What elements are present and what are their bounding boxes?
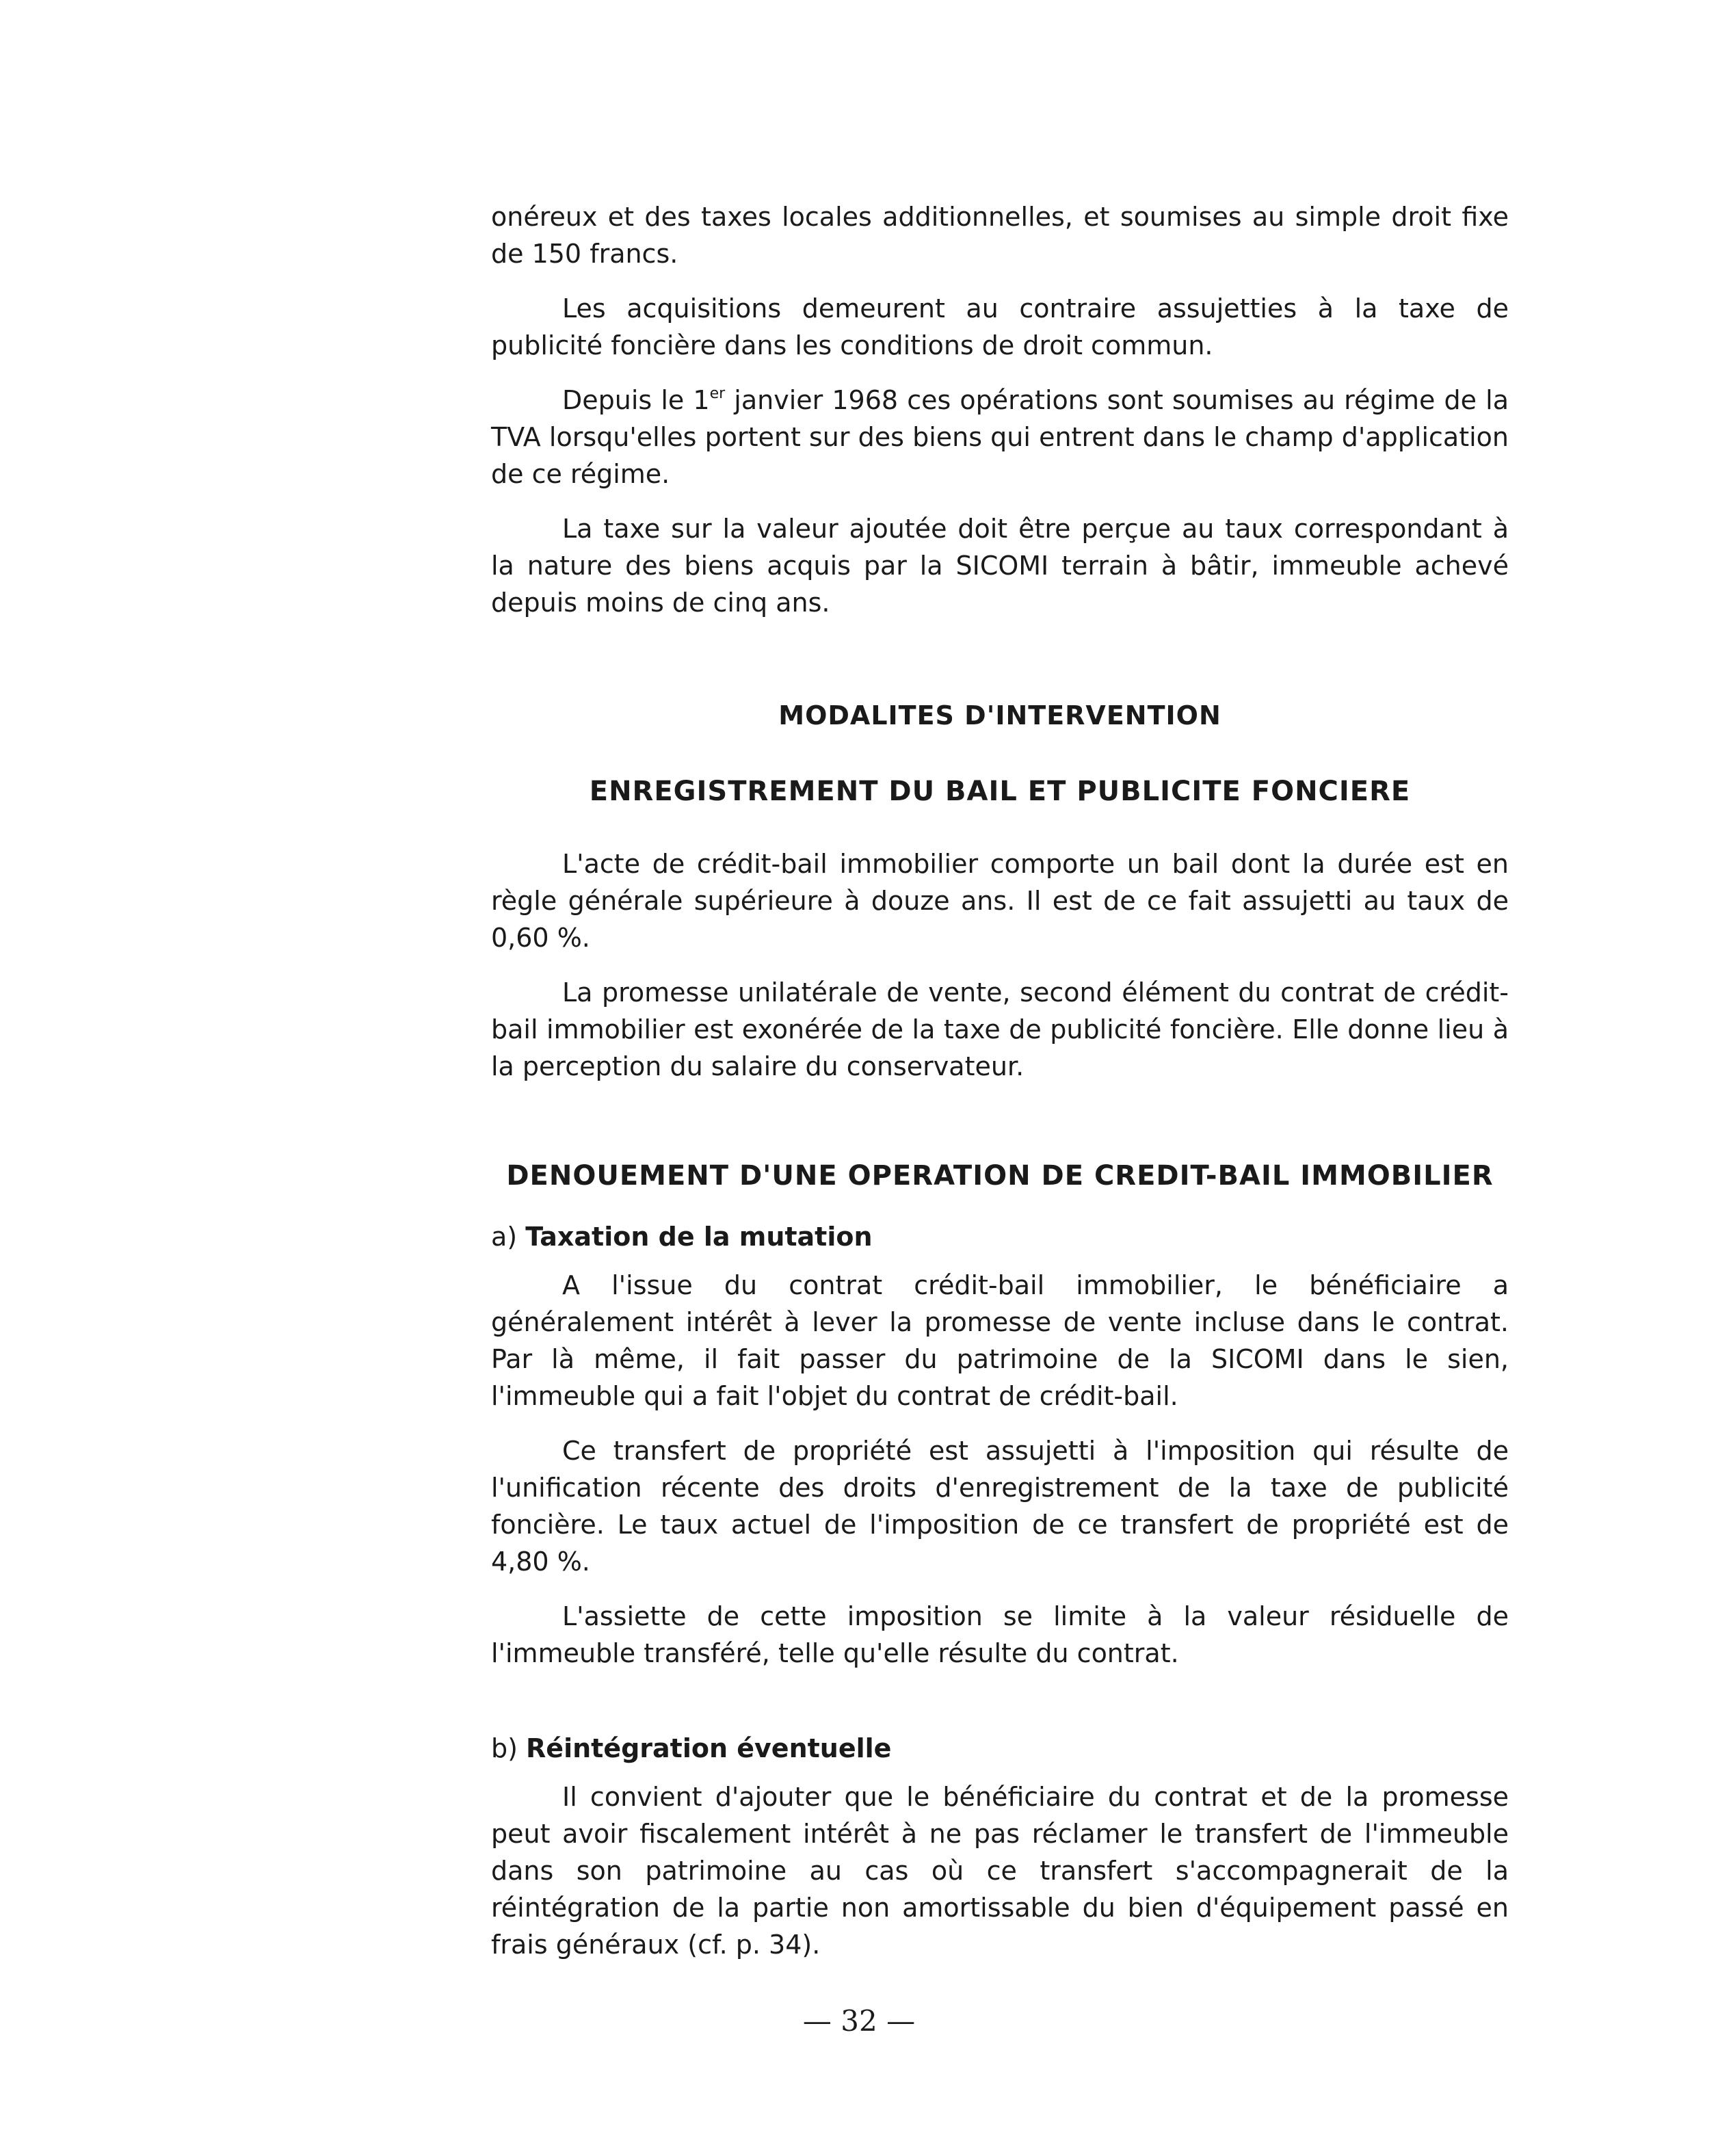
paragraph: Les acquisitions demeurent au contraire assujetties à la taxe de publicité foncière dans les conditions de droit commun.	[491, 293, 1509, 360]
page-number: — 32 —	[802, 2004, 916, 2038]
paragraph: L'acte de crédit-bail immobilier comporte un bail dont la durée est en règle générale supérieure à douze ans. Il est de ce fait assujetti au taux de 0,60 %.	[491, 849, 1509, 953]
paragraph: Il convient d'ajouter que le bénéficiaire du contrat et de la promesse peut avoir fiscalement intérêt à ne pas réclamer le transfert de l'immeuble dans son patrimoine au cas où ce transfert s'accompagnerait de la réintégration de la partie non amortissable du bien d'équipement passé en frais généraux (cf. p. 34).	[491, 1782, 1509, 1960]
subheading-title: Réintégration éventuelle	[526, 1733, 892, 1763]
paragraph-rest: janvier 1968 ces opérations sont soumises au régime de la TVA lorsqu'elles portent sur des biens qui entrent dans le champ d'application de ce régime.	[491, 385, 1509, 489]
paragraph: L'assiette de cette imposition se limite à la valeur résiduelle de l'immeuble transféré, telle qu'elle résulte du contrat.	[491, 1601, 1509, 1668]
subheading-b	[491, 1733, 1509, 1763]
paragraph: A l'issue du contrat crédit-bail immobilier, le bénéficiaire a généralement intérêt à lever la promesse de vente incluse dans le contrat. Par là même, il fait passer du patrimoine de la SICOMI dans le sien, l'immeuble qui a fait l'objet du contrat de crédit-bail.	[491, 1270, 1509, 1411]
subsection-title: DENOUEMENT D'UNE OPERATION DE CREDIT-BAIL IMMOBILIER	[506, 1160, 1494, 1192]
paragraph: La promesse unilatérale de vente, second élément du contrat de crédit-bail immobilier est exonérée de la taxe de publicité foncière. Elle donne lieu à la perception du salaire du conservateur.	[491, 977, 1509, 1081]
subheading-title: Taxation de la mutation	[525, 1222, 873, 1252]
subheading-a	[491, 1222, 1509, 1252]
subsection-title: ENREGISTREMENT DU BAIL ET PUBLICITE FONCIERE	[589, 776, 1411, 807]
subheading-label: b)	[491, 1733, 518, 1763]
ordinal-suffix: er	[709, 385, 726, 402]
paragraph: Ce transfert de propriété est assujetti à l'imposition qui résulte de l'unification récente des droits d'enregistrement de la taxe de publicité foncière. Le taux actuel de l'imposition de ce transfert de propriété est de 4,80 %.	[491, 1436, 1509, 1577]
paragraph: onéreux et des taxes locales additionnelles, et soumises au simple droit fixe de 150 francs.	[491, 202, 1509, 269]
paragraph	[491, 382, 1509, 492]
page-body	[491, 198, 1509, 1963]
section-title: MODALITES D'INTERVENTION	[778, 700, 1221, 731]
paragraph: La taxe sur la valeur ajoutée doit être perçue au taux correspondant à la nature des biens acquis par la SICOMI terrain à bâtir, immeuble achevé depuis moins de cinq ans.	[491, 514, 1509, 618]
paragraph-lead: Depuis le 1	[562, 385, 710, 415]
subheading-label: a)	[491, 1222, 518, 1252]
